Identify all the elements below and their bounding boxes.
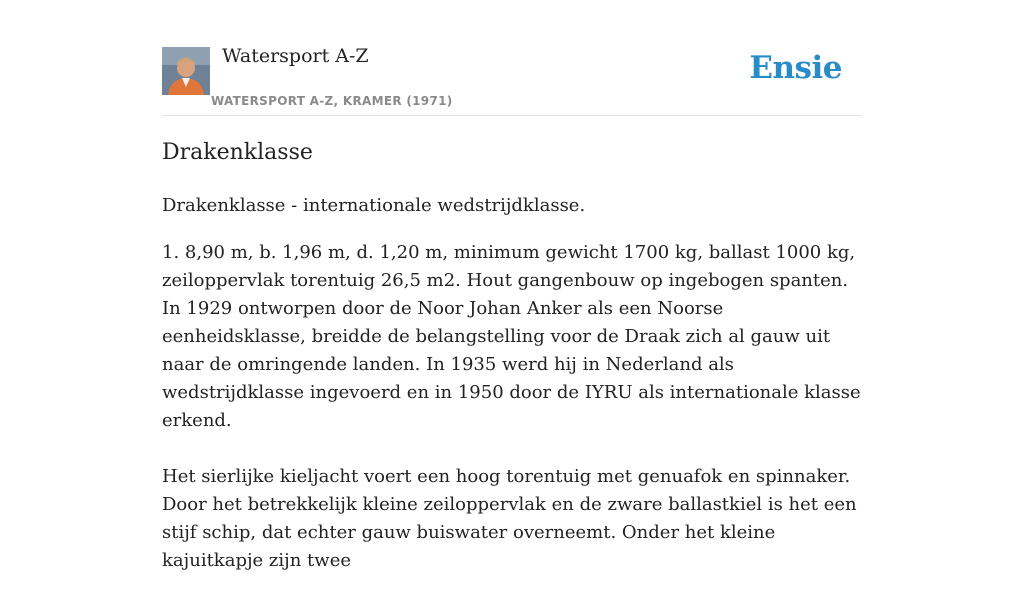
brand-logo-link[interactable]: Ensie	[749, 50, 842, 86]
page	[162, 0, 862, 571]
article-paragraph: 1. 8,90 m, b. 1,96 m, d. 1,20 m, minimum gewicht 1700 kg, ballast 1000 kg, zeiloppervlak torentuig 26,5 m2. Hout gangenbouw op ingebogen spanten. In 1929 ontworpen door de Noor Johan Anker als een Noorse eenheidsklasse, breidde de belangstelling voor de Draak zich al gauw uit naar de omringende landen. In 1935 werd hij in Nederland als wedstrijdklasse ingevoerd en in 1950 door de IYRU als internationale klasse erkend.	[162, 242, 861, 431]
source-name[interactable]: Watersport A-Z	[222, 45, 369, 67]
header	[162, 0, 862, 116]
article-paragraph: Het sierlijke kieljacht voert een hoog torentuig met genuafok en spinnaker. Door het betrekkelijk kleine zeiloppervlak en de zware ballastkiel is het een stijf schip, dat echter gauw buiswater overneemt. Onder het kleine kajuitkapje zijn twee	[162, 466, 857, 571]
person-photo-icon	[162, 47, 210, 95]
article-body	[162, 192, 862, 594]
source-subtitle: WATERSPORT A-Z, KRAMER (1971)	[211, 94, 453, 108]
article-lead: Drakenklasse - internationale wedstrijdklasse.	[162, 195, 586, 216]
page-title: Drakenklasse	[162, 140, 313, 165]
avatar[interactable]	[162, 47, 210, 95]
